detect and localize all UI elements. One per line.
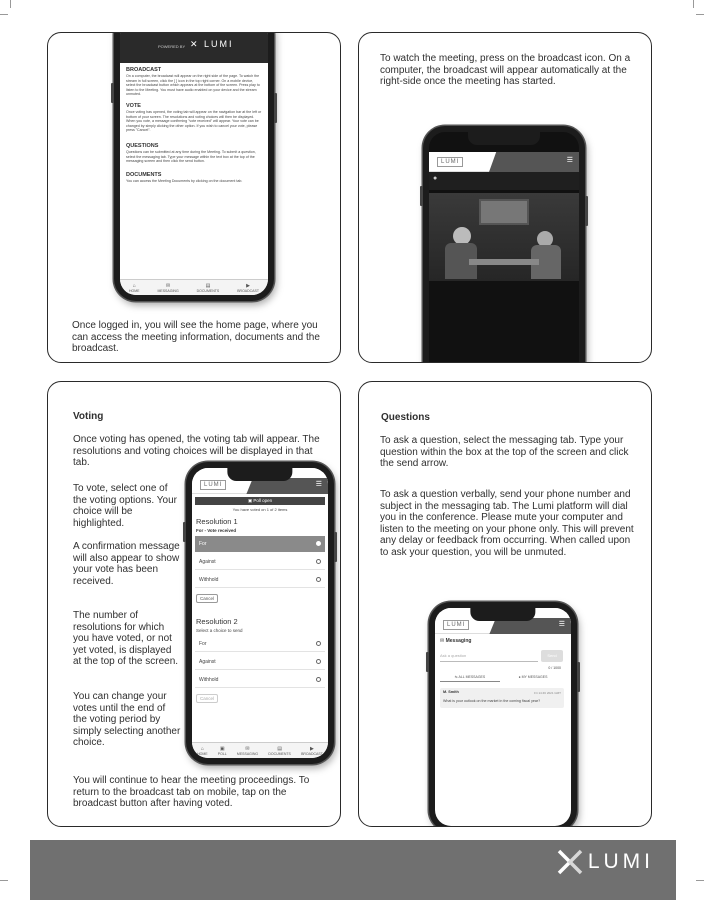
broadcast-video[interactable] bbox=[429, 193, 579, 281]
broadcast-card bbox=[358, 32, 652, 363]
crop-mark bbox=[0, 880, 8, 881]
voting-heading: Voting bbox=[73, 411, 104, 422]
resolution-1-title: Resolution 1 bbox=[196, 517, 238, 526]
resolution-2-choice-withhold[interactable]: Withhold bbox=[195, 672, 325, 688]
question-input[interactable]: Ask a question bbox=[440, 650, 538, 662]
phone-voting bbox=[186, 462, 334, 764]
questions-card bbox=[358, 381, 652, 827]
footer-lumi-logo bbox=[556, 848, 654, 876]
footer-logo-text: LUMI bbox=[587, 850, 654, 873]
message-icon: ✉ bbox=[165, 282, 171, 289]
tab-home[interactable]: ⌂ HOME bbox=[128, 282, 140, 293]
document-icon: ▤ bbox=[205, 282, 211, 289]
documents-section-title: DOCUMENTS bbox=[126, 172, 162, 178]
messaging-title: ✉ Messaging bbox=[440, 638, 472, 644]
phone-screen bbox=[192, 468, 328, 758]
poll-open-banner: ▣ Poll open bbox=[195, 497, 325, 505]
tab-broadcast[interactable]: ▶ BROADCAST bbox=[301, 745, 323, 756]
documents-section-text: You can access the Meeting Documents by clicking on the document tab. bbox=[126, 179, 243, 183]
tab-documents[interactable]: ▤ DOCUMENTS bbox=[196, 282, 220, 293]
crop-mark bbox=[696, 880, 704, 881]
resolution-2-title: Resolution 2 bbox=[196, 617, 238, 626]
footer-bar bbox=[30, 840, 676, 900]
broadcast-section-text: On a computer, the broadcast will appear on the right side of the page. To watch the stream in full screen, click the [ ] icon in the top right corner. On a mobile device, select the broadcast button which appears at the bottom of the screen. Press play to listen to the Meeting. You must have audio enabled on your device and the stream unmuted. bbox=[126, 74, 260, 97]
voting-para-select: To vote, select one of the voting options. Your choice will be highlighted. bbox=[73, 483, 177, 529]
home-tab-bar bbox=[120, 279, 268, 295]
voted-status: You have voted on 1 of 2 items bbox=[232, 507, 288, 512]
home-page-card bbox=[47, 32, 341, 363]
menu-icon[interactable]: ☰ bbox=[566, 157, 573, 164]
table bbox=[469, 259, 539, 265]
crop-mark bbox=[10, 0, 11, 8]
message-icon: ✉ bbox=[245, 745, 250, 752]
voting-intro: Once voting has opened, the voting tab will appear. The resolutions and voting choices will be displayed in that tab. bbox=[73, 434, 320, 469]
broadcast-toolbar bbox=[429, 172, 579, 190]
lumi-logo: LUMI bbox=[200, 480, 226, 490]
powered-by-label: POWERED BY bbox=[158, 44, 186, 49]
broadcast-caption: To watch the meeting, press on the broadcast icon. On a computer, the broadcast will appear automatically at the right-side once the meeting has started. bbox=[380, 53, 631, 88]
broadcast-icon: ▶ bbox=[310, 745, 314, 752]
voting-tab-bar bbox=[192, 742, 328, 758]
crop-mark bbox=[693, 0, 694, 8]
poll-icon: ▣ bbox=[219, 745, 225, 752]
phone-broadcast bbox=[423, 126, 585, 363]
vote-section-title: VOTE bbox=[126, 103, 141, 109]
message-icon: ✉ bbox=[440, 638, 445, 644]
tab-my-messages[interactable]: ● MY MESSAGES bbox=[518, 675, 548, 679]
phone-screen bbox=[435, 608, 571, 826]
tab-documents[interactable]: ▤ DOCUMENTS bbox=[268, 745, 291, 756]
voting-outro: You will continue to hear the meeting proceedings. To return to the broadcast tab on mobile, tap on the broadcast button after having voted. bbox=[73, 775, 310, 810]
resolution-1-cancel-button[interactable]: Cancel bbox=[196, 594, 218, 603]
questions-section-text: Questions can be submitted at any time during the Meeting. To submit a question, select the messaging tab. Type your message within the text box at the top of the messaging screen and then click the send button. bbox=[126, 150, 256, 164]
phone-screen bbox=[429, 132, 579, 363]
home-banner bbox=[120, 32, 268, 63]
questions-para-verbal: To ask a question verbally, send your phone number and subject in the messaging tab. The Lumi platform will dial you in the conference. Please mute your computer and listen to the meeting on your phone only. This will prevent any delay or feedback from occurring. When called upon to ask your question, you will be unmuted. bbox=[380, 489, 634, 558]
lumi-logo: ✕ LUMI bbox=[190, 39, 234, 49]
home-caption: Once logged in, you will see the home page, where you can access the meeting information, documents and the broadcast. bbox=[72, 320, 320, 355]
resolution-1-choice-for[interactable]: For bbox=[195, 536, 325, 552]
voting-card bbox=[47, 381, 341, 827]
voting-para-confirmation: A confirmation message will also appear to show your vote has been received. bbox=[73, 541, 180, 587]
questions-section-title: QUESTIONS bbox=[126, 143, 159, 149]
tab-poll[interactable]: ▣ POLL bbox=[217, 745, 227, 756]
message-sender: M. Smith bbox=[443, 690, 459, 694]
vote-section-text: Once voting has opened, the voting tab will appear on the navigation bar at the left or bottom of your screen. The resolutions and voting choices will then be displayed. When you vote, a message confirming "vote received" will appear. Your vote can be changed by simply clicking the other option. If you wish to cancel your vote, please press "Cancel". bbox=[126, 110, 262, 133]
broadcast-icon[interactable]: ● bbox=[433, 175, 438, 182]
resolution-2-cancel-button[interactable]: Cancel bbox=[196, 694, 218, 703]
document-icon: ▤ bbox=[277, 745, 282, 752]
video-screen-panel bbox=[479, 199, 529, 225]
menu-icon[interactable]: ☰ bbox=[315, 481, 322, 488]
crop-mark bbox=[0, 14, 8, 15]
resolution-2-choice-for[interactable]: For bbox=[195, 636, 325, 652]
send-button[interactable]: Send bbox=[541, 650, 563, 662]
broadcast-section-title: BROADCAST bbox=[126, 67, 162, 73]
questions-heading: Questions bbox=[381, 412, 430, 423]
lumi-logo: LUMI bbox=[437, 157, 463, 167]
phone-home bbox=[114, 32, 274, 301]
tab-broadcast[interactable]: ▶ BROADCAST bbox=[237, 282, 259, 293]
home-icon: ⌂ bbox=[200, 745, 204, 752]
app-header bbox=[429, 152, 579, 172]
resolution-1-status: For - Vote received bbox=[196, 528, 237, 533]
menu-icon[interactable]: ☰ bbox=[558, 621, 565, 628]
char-count: 0 / 1000 bbox=[548, 666, 561, 670]
tab-messaging[interactable]: ✉ MESSAGING bbox=[236, 745, 259, 756]
message-text: What is your outlook on the market in the coming fiscal year? bbox=[443, 699, 541, 703]
message-item bbox=[440, 688, 564, 708]
resolution-1-choice-against[interactable]: Against bbox=[195, 554, 325, 570]
broadcast-icon: ▶ bbox=[246, 282, 251, 289]
resolution-2-status: Select a choice to send bbox=[196, 628, 243, 633]
resolution-2-choice-against[interactable]: Against bbox=[195, 654, 325, 670]
phone-screen bbox=[120, 32, 268, 295]
voting-para-count: The number of resolutions for which you have voted, or not yet voted, is displayed at the top of the screen. bbox=[73, 610, 179, 668]
home-icon: ⌂ bbox=[132, 282, 136, 289]
voting-para-change: You can change your votes until the end of the voting period by simply selecting another choice. bbox=[73, 691, 181, 749]
questions-para-typed: To ask a question, select the messaging tab. Type your question within the box at the top of the screen and click the send arrow. bbox=[380, 435, 629, 470]
lumi-x-icon bbox=[556, 848, 584, 876]
lumi-logo: LUMI bbox=[443, 620, 469, 630]
tab-messaging[interactable]: ✉ MESSAGING bbox=[157, 282, 179, 293]
resolution-1-choice-withhold[interactable]: Withhold bbox=[195, 572, 325, 588]
message-time: Fri 14:46 2021 GMT bbox=[534, 691, 561, 695]
crop-mark bbox=[696, 14, 704, 15]
tab-all-messages[interactable]: ⇆ ALL MESSAGES bbox=[440, 672, 500, 682]
phone-messaging bbox=[429, 602, 577, 827]
tab-home[interactable]: ⌂ HOME bbox=[197, 745, 208, 756]
